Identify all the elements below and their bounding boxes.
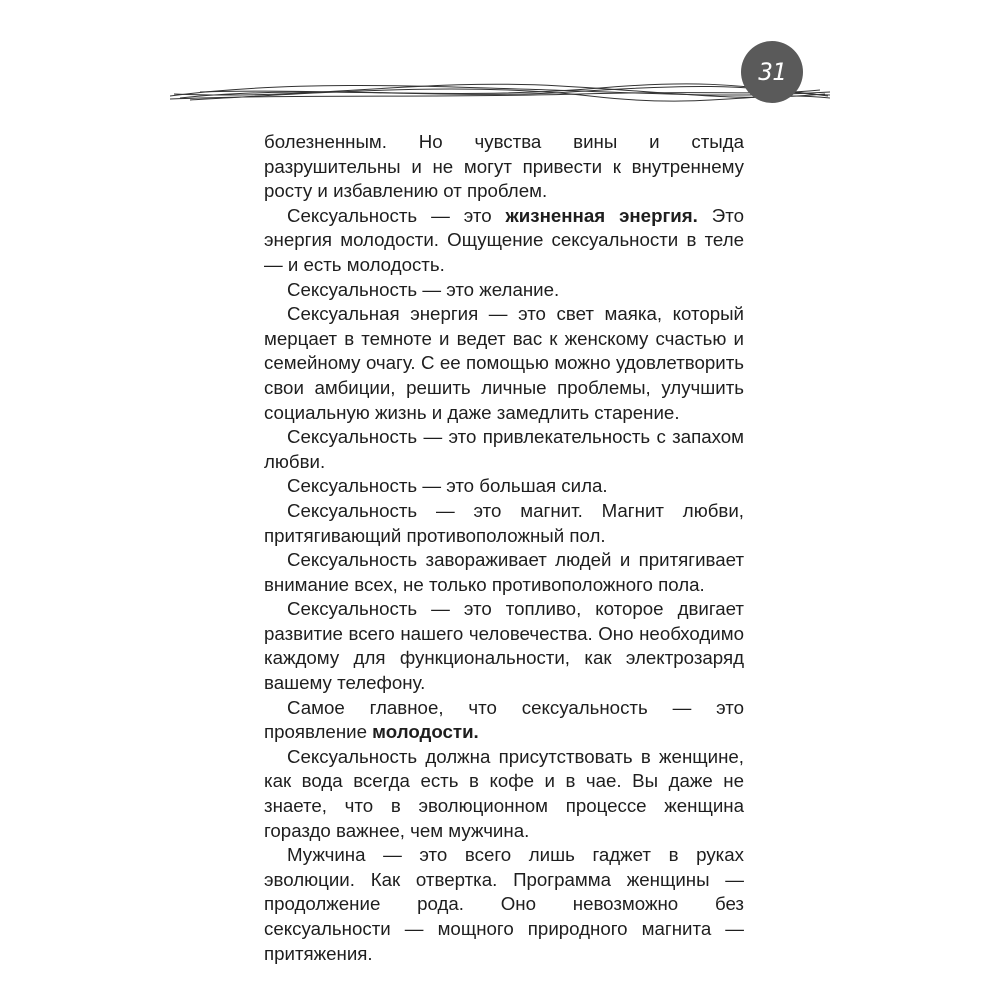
paragraph: Мужчина — это всего лишь гаджет в руках эволюции. Как отвертка. Программа женщины — продолжение рода. Оно невозможно без сексуальности — мощного природного магнита — притяжения. xyxy=(264,844,744,964)
page-number-badge xyxy=(741,41,803,103)
paragraph: Сексуальность — это большая сила. xyxy=(287,475,608,497)
bold-phrase: жизненная энергия. xyxy=(505,204,698,226)
paragraph: Сексуальность — это топливо, которое двигает развитие всего нашего человечества. Оно необходимо каждому для функциональности, как электрозаряд вашему телефону. xyxy=(264,598,744,694)
page-number: 31 xyxy=(758,58,786,86)
paragraph: Сексуальность — это жизненная энергия. Это энергия молодости. Ощущение сексуальности в теле — и есть молодость. xyxy=(264,204,744,275)
decorative-wave-lines xyxy=(170,70,830,110)
paragraph: Сексуальность — это магнит. Магнит любви, притягивающий противоположный пол. xyxy=(264,499,744,546)
bold-phrase: молодости. xyxy=(372,721,479,743)
paragraph: Сексуальная энергия — это свет маяка, который мерцает в темноте и ведет вас к женскому счастью и семейному очагу. С ее помощью можно удовлетворить свои амбиции, решить личные проблемы, улучшить социальную жизнь и даже замедлить старение. xyxy=(264,303,744,423)
paragraph: Сексуальность — это желание. xyxy=(287,278,560,300)
paragraph: болезненным. Но чувства вины и стыда разрушительны и не могут привести к внутреннему росту и избавлению от проблем. xyxy=(264,131,744,202)
paragraph: Сексуальность — это привлекательность с запахом любви. xyxy=(264,426,744,472)
paragraph: Сексуальность должна присутствовать в женщине, как вода всегда есть в кофе и в чае. Вы даже не знаете, что в эволюционном процессе женщина гораздо важнее, чем мужчина. xyxy=(264,745,744,841)
paragraph: Сексуальность завораживает людей и притягивает внимание всех, не только противоположного пола. xyxy=(264,549,744,595)
body-text xyxy=(264,130,744,966)
paragraph: Самое главное, что сексуальность — это проявление молодости. xyxy=(264,696,744,743)
